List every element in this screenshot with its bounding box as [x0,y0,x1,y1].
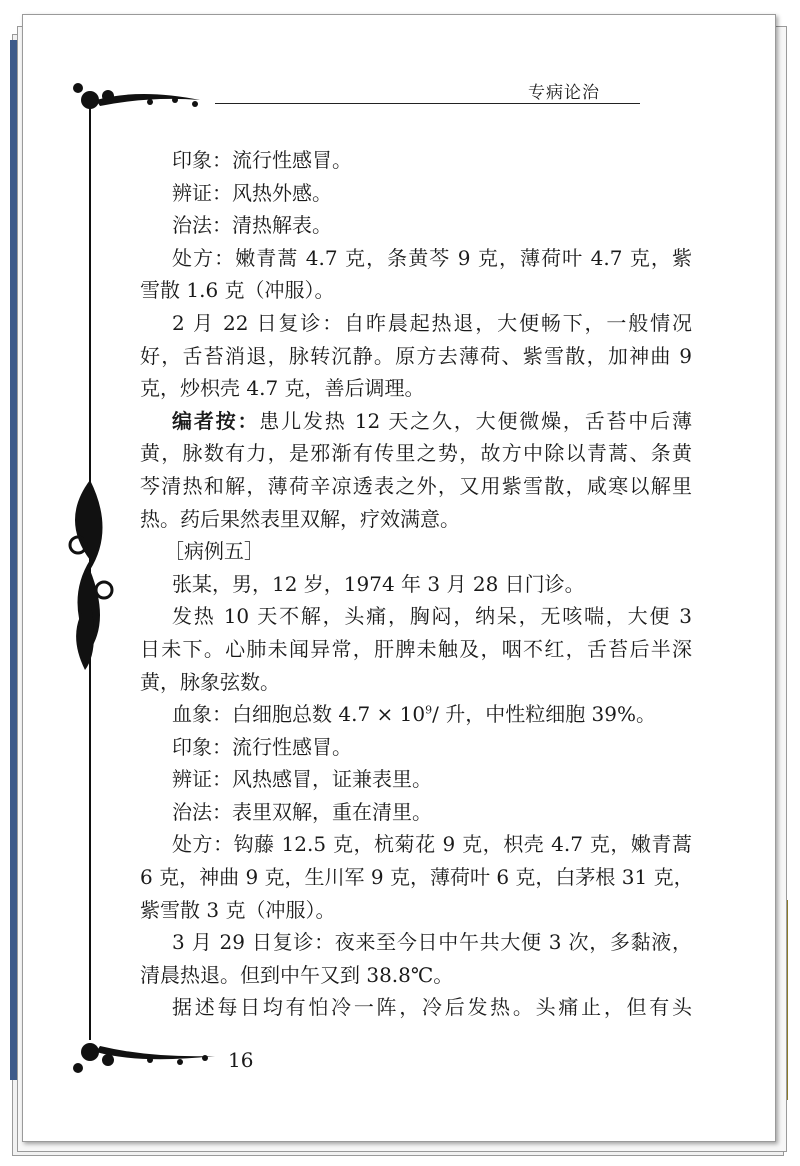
text-line: 黄，脉数有力，是邪渐有传里之势，故方中除以青蒿、条黄 [140,441,692,466]
text-line: 紫雪散 3 克（冲服）。 [140,897,336,922]
text-line: 雪散 1.6 克（冲服）。 [140,278,335,303]
text-line: 治法：清热解表。 [172,213,332,238]
text-line: 印象：流行性感冒。 [172,734,352,759]
text-line [140,698,692,731]
page-number: 16 [228,1048,254,1072]
text-line: 克，炒枳壳 4.7 克，善后调理。 [140,376,425,401]
text-line: 热。药后果然表里双解，疗效满意。 [140,506,460,531]
text-line: 6 克，神曲 9 克，生川军 9 克，薄荷叶 6 克，白茅根 31 克， [140,865,694,890]
text-line: 处方：钩藤 12.5 克，杭菊花 9 克，枳壳 4.7 克，嫩青蒿 [172,832,692,857]
editor-note-label: 编者按： [172,408,260,433]
text-line: 印象：流行性感冒。 [172,148,352,172]
superscript: 9 [425,703,433,717]
text-line: 清晨热退。但到中午又到 38.8℃。 [140,962,454,987]
case-heading: ［病例五］ [164,539,264,564]
body-text [140,144,692,1024]
running-head: 专病论治 [528,83,600,103]
text-line: 据述每日均有怕冷一阵，冷后发热。头痛止，但有头 [172,995,692,1020]
text-span: / 升，中性粒细胞 39%。 [432,702,656,727]
text-line: 发热 10 天不解，头痛，胸闷，纳呆，无咳喘，大便 3 [172,604,692,629]
text-line: 3 月 29 日复诊：夜来至今日中午共大便 3 次，多黏液， [172,930,692,955]
text-line: 好，舌苔消退，脉转沉静。原方去薄荷、紫雪散，加神曲 9 [140,343,692,368]
text-span: 血象：白细胞总数 4.7 × 10 [172,702,426,727]
text-line: 张某，男，12 岁，1974 年 3 月 28 日门诊。 [172,571,585,596]
text-line: 处方：嫩青蒿 4.7 克，条黄芩 9 克，薄荷叶 4.7 克，紫 [172,245,692,270]
text-span: 患儿发热 12 天之久，大便微燥，舌苔中后薄 [259,408,692,433]
text-line: 辨证：风热外感。 [172,180,332,205]
text-line: 黄，脉象弦数。 [140,669,280,694]
text-line [140,405,692,438]
text-line: 辨证：风热感冒，证兼表里。 [172,767,432,792]
header-rule [215,103,640,104]
text-line: 2 月 22 日复诊：自昨晨起热退，大便畅下，一般情况 [172,310,692,335]
text-line: 日未下。心肺未闻异常，肝脾未触及，咽不红，舌苔后半深 [140,636,692,661]
text-line: 治法：表里双解，重在清里。 [172,799,432,824]
text-line: 芩清热和解，薄荷辛凉透表之外，又用紫雪散，咸寒以解里 [140,473,692,498]
